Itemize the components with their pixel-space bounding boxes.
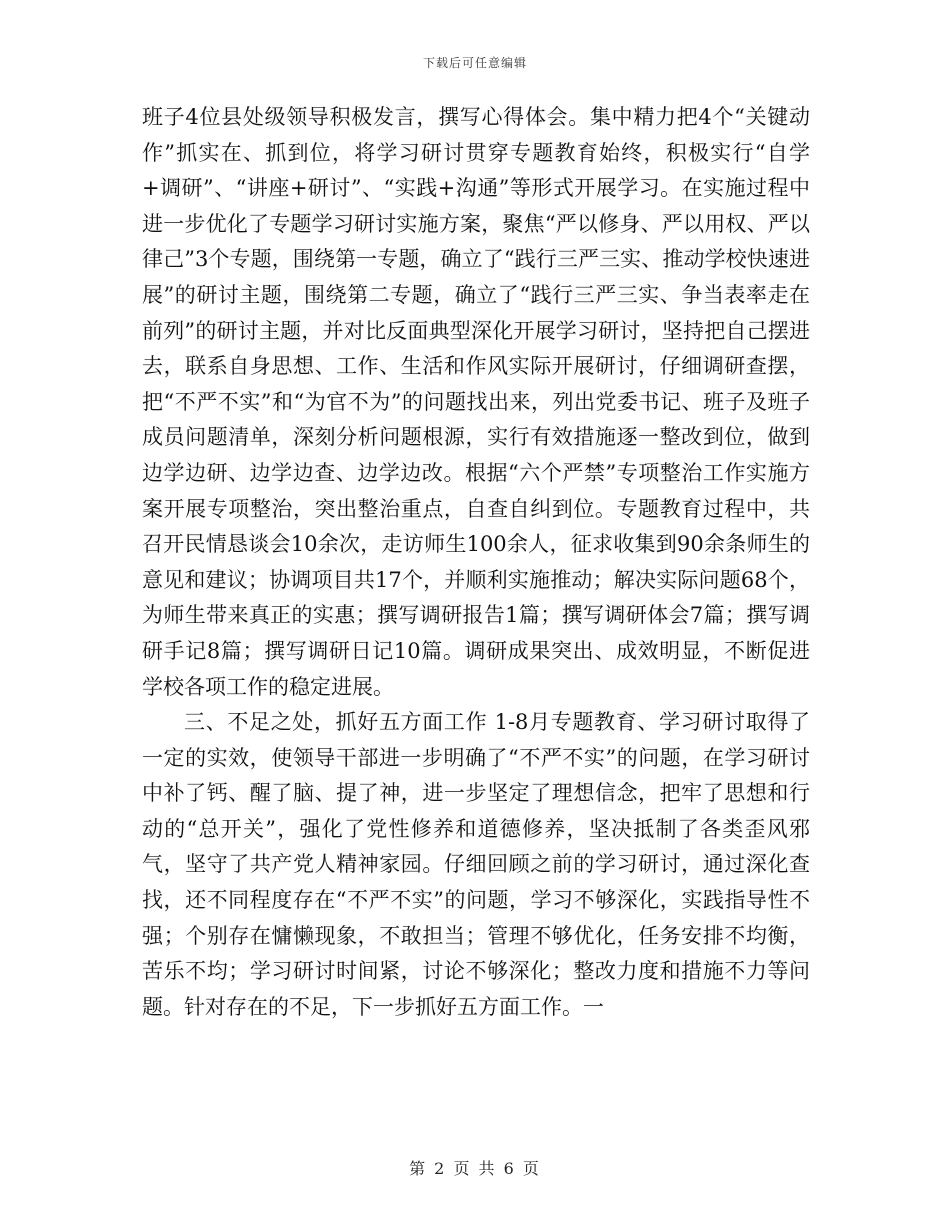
page-header: 下载后可任意编辑	[422, 56, 527, 70]
page-number: 第 2 页 共 6 页	[409, 1159, 541, 1178]
paragraph-2: 三、不足之处，抓好五方面工作 1-8月专题教育、学习研讨取得了一定的实效，使领导干部进一步明确了“不严不实”的问题，在学习研讨中补了钙、醒了脑、提了神，进一步坚定了理想信念，把牢了思想和行动的“总开关”，强化了党性修养和道德修养，坚决抵制了各类歪风邪气，坚守了共产党人精神家园。仔细回顾之前的学习研讨，通过深化查找，还不同程度存在“不严不实”的问题，学习不够深化，实践指导性不强；个别存在慵懒现象，不敢担当；管理不够优化，任务安排不均衡，苦乐不均；学习研讨时间紧，讨论不够深化；整改力度和措施不力等问题。针对存在的不足，下一步抓好五方面工作。一	[142, 710, 810, 1019]
paragraph-1: 班子4位县处级领导积极发言，撰写心得体会。集中精力把4个“关键动作”抓实在、抓到位，将学习研讨贯穿专题教育始终，积极实行“自学+调研”、“讲座+研讨”、“实践+沟通”等形式开展学习。在实施过程中进一步优化了专题学习研讨实施方案，聚焦“严以修身、严以用权、严以律己”3个专题，围绕第一专题，确立了“践行三严三实、推动学校快速进展”的研讨主题，围绕第二专题，确立了“践行三严三实、争当表率走在前列”的研讨主题，并对比反面典型深化开展学习研讨，坚持把自己摆进去，联系自身思想、工作、生活和作风实际开展研讨，仔细调研查摆，把“不严不实”和“为官不为”的问题找出来，列出党委书记、班子及班子成员问题清单，深刻分析问题根源，实行有效措施逐一整改到位，做到边学边研、边学边查、边学边改。根据“六个严禁”专项整治工作实施方案开展专项整治，突出整治重点，自查自纠到位。专题教育过程中，共召开民情恳谈会10余次，走访师生100余人，征求收集到90余条师生的意见和建议；协调项目共17个，并顺利实施推动；解决实际问题68个，为师生带来真正的实惠；撰写调研报告1篇；撰写调研体会7篇；撰写调研手记8篇；撰写调研日记10篇。调研成果突出、成效明显，不断促进学校各项工作的稳定进展。	[142, 105, 810, 699]
document-body	[142, 100, 810, 1025]
